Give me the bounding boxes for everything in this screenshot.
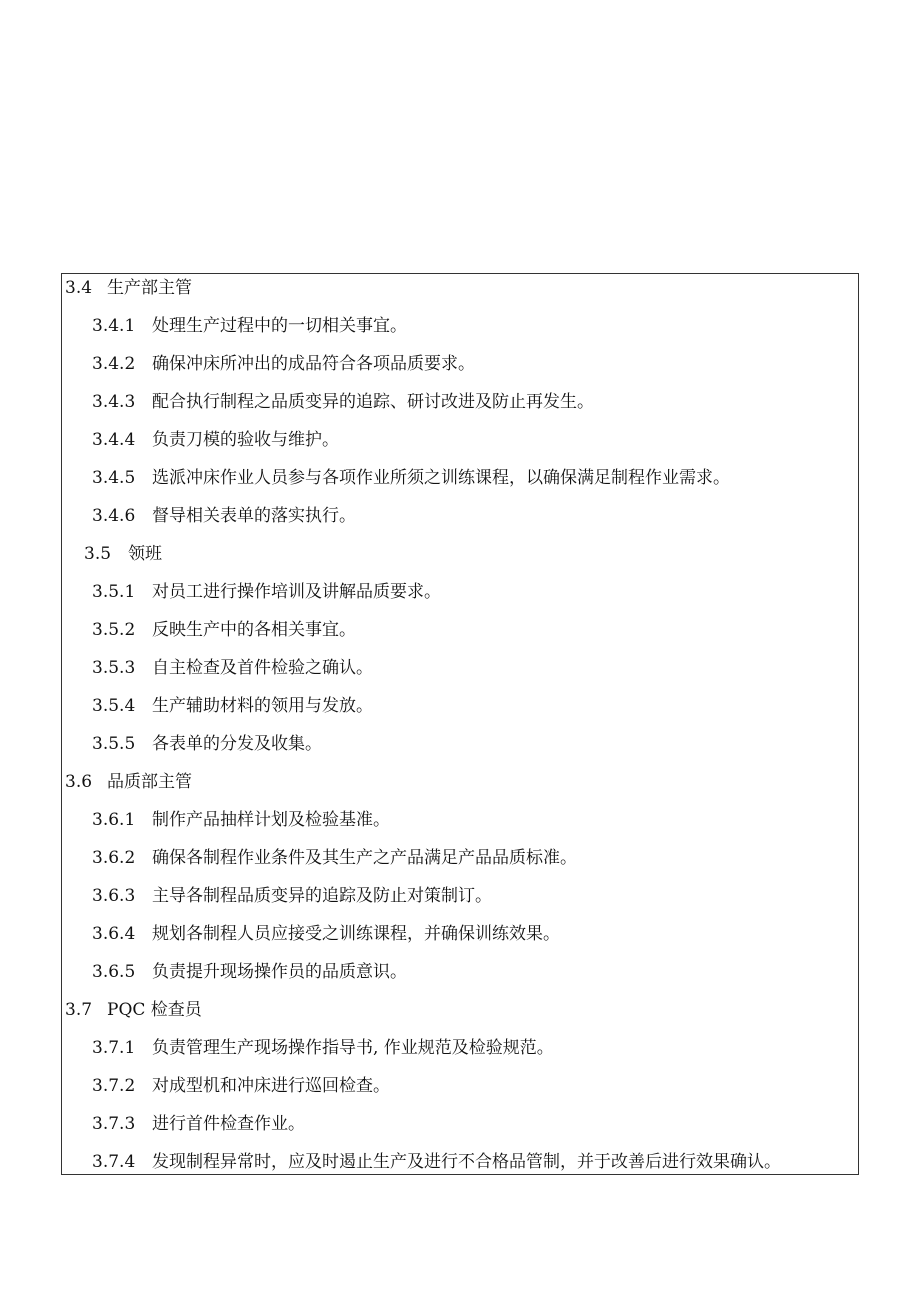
list-item bbox=[92, 1075, 390, 1097]
item-number: 3.5.1 bbox=[92, 582, 136, 602]
section-title: 领班 bbox=[128, 544, 162, 564]
item-number: 3.6.3 bbox=[92, 886, 136, 906]
list-item bbox=[92, 885, 492, 907]
item-text: 负责管理生产现场操作指导书, 作业规范及检验规范。 bbox=[152, 1038, 554, 1058]
section-number: 3.6 bbox=[65, 772, 93, 792]
section-title: 品质部主管 bbox=[107, 772, 192, 792]
item-number: 3.4.6 bbox=[92, 506, 136, 526]
list-item bbox=[92, 733, 322, 755]
section-heading bbox=[65, 771, 192, 793]
list-item bbox=[92, 1037, 554, 1059]
item-number: 3.6.4 bbox=[92, 924, 136, 944]
responsibilities-table bbox=[61, 273, 859, 1175]
list-item bbox=[92, 961, 407, 983]
list-item bbox=[92, 429, 339, 451]
list-item bbox=[92, 505, 356, 527]
item-number: 3.6.1 bbox=[92, 810, 136, 830]
item-number: 3.4.1 bbox=[92, 316, 136, 336]
section-number: 3.5 bbox=[84, 544, 112, 564]
item-number: 3.4.2 bbox=[92, 354, 136, 374]
item-number: 3.6.2 bbox=[92, 848, 136, 868]
item-text: 制作产品抽样计划及检验基准。 bbox=[152, 810, 390, 830]
item-text: 发现制程异常时，应及时遏止生产及进行不合格品管制，并于改善后进行效果确认。 bbox=[152, 1152, 781, 1172]
section-heading bbox=[65, 277, 192, 299]
list-item bbox=[92, 619, 356, 641]
item-text: 规划各制程人员应接受之训练课程，并确保训练效果。 bbox=[152, 924, 560, 944]
section-heading bbox=[84, 543, 162, 565]
list-item bbox=[92, 923, 560, 945]
list-item bbox=[92, 467, 730, 489]
list-item bbox=[92, 391, 594, 413]
list-item bbox=[92, 581, 441, 603]
item-number: 3.4.4 bbox=[92, 430, 136, 450]
item-number: 3.7.2 bbox=[92, 1076, 136, 1096]
section-title: PQC 检查员 bbox=[107, 1000, 202, 1020]
item-text: 对成型机和冲床进行巡回检查。 bbox=[152, 1076, 390, 1096]
item-text: 生产辅助材料的领用与发放。 bbox=[152, 696, 373, 716]
list-item bbox=[92, 1113, 305, 1135]
item-text: 主导各制程品质变异的追踪及防止对策制订。 bbox=[152, 886, 492, 906]
item-text: 确保冲床所冲出的成品符合各项品质要求。 bbox=[152, 354, 475, 374]
list-item bbox=[92, 809, 390, 831]
item-text: 各表单的分发及收集。 bbox=[152, 734, 322, 754]
item-text: 对员工进行操作培训及讲解品质要求。 bbox=[152, 582, 441, 602]
item-text: 反映生产中的各相关事宜。 bbox=[152, 620, 356, 640]
item-text: 配合执行制程之品质变异的追踪、研讨改进及防止再发生。 bbox=[152, 392, 594, 412]
section-number: 3.4 bbox=[65, 278, 93, 298]
item-text: 选派冲床作业人员参与各项作业所须之训练课程，以确保满足制程作业需求。 bbox=[152, 468, 730, 488]
item-number: 3.5.4 bbox=[92, 696, 136, 716]
item-text: 进行首件检查作业。 bbox=[152, 1114, 305, 1134]
section-heading bbox=[65, 999, 202, 1021]
list-item bbox=[92, 353, 475, 375]
item-number: 3.5.3 bbox=[92, 658, 136, 678]
item-number: 3.6.5 bbox=[92, 962, 136, 982]
item-number: 3.7.4 bbox=[92, 1152, 136, 1172]
item-number: 3.5.5 bbox=[92, 734, 136, 754]
item-text: 自主检查及首件检验之确认。 bbox=[152, 658, 373, 678]
item-text: 督导相关表单的落实执行。 bbox=[152, 506, 356, 526]
item-number: 3.7.3 bbox=[92, 1114, 136, 1134]
section-number: 3.7 bbox=[65, 1000, 93, 1020]
list-item bbox=[92, 657, 373, 679]
item-number: 3.5.2 bbox=[92, 620, 136, 640]
item-text: 处理生产过程中的一切相关事宜。 bbox=[152, 316, 407, 336]
list-item bbox=[92, 847, 577, 869]
list-item bbox=[92, 1151, 781, 1173]
item-text: 负责刀模的验收与维护。 bbox=[152, 430, 339, 450]
item-number: 3.4.3 bbox=[92, 392, 136, 412]
section-title: 生产部主管 bbox=[107, 278, 192, 298]
item-number: 3.7.1 bbox=[92, 1038, 136, 1058]
list-item bbox=[92, 695, 373, 717]
item-text: 确保各制程作业条件及其生产之产品满足产品品质标准。 bbox=[152, 848, 577, 868]
item-number: 3.4.5 bbox=[92, 468, 136, 488]
list-item bbox=[92, 315, 407, 337]
item-text: 负责提升现场操作员的品质意识。 bbox=[152, 962, 407, 982]
